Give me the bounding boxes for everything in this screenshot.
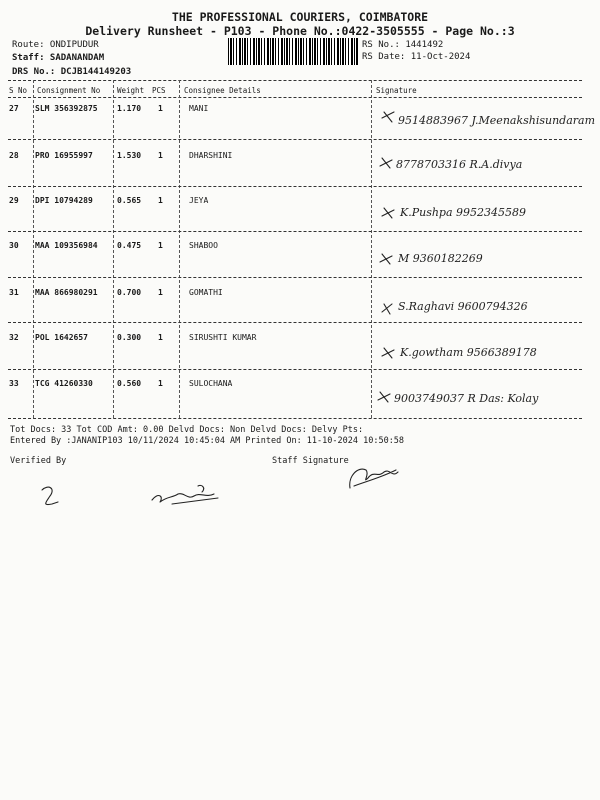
staff-signature-mark (340, 448, 410, 498)
staff-signature-label: Staff Signature (272, 456, 349, 466)
row-consignment: TCG 41260330 (35, 379, 93, 388)
col-weight: Weight (117, 86, 145, 95)
row-sno: 30 (9, 241, 19, 250)
row-weight: 0.560 (117, 379, 142, 388)
row-pcs: 1 (158, 196, 163, 205)
verified-by-label: Verified By (10, 456, 67, 466)
staff-label: Staff: SADANANDAM (12, 53, 105, 63)
row-consignee: DHARSHINI (189, 151, 233, 160)
row-consignment: MAA 866980291 (35, 288, 98, 297)
row-sno: 32 (9, 333, 19, 342)
signature-row-28 (376, 142, 586, 184)
row-weight: 0.700 (117, 288, 142, 297)
row-consignment: PRO 16955997 (35, 151, 93, 160)
col-pcs: PCS (152, 86, 166, 95)
company-name: THE PROFESSIONAL COURIERS, COIMBATORE (171, 10, 429, 24)
col-consignee: Consignee Details (184, 86, 261, 95)
row-rule (8, 186, 582, 187)
row-sno: 33 (9, 379, 19, 388)
col-consignment: Consignment No (37, 86, 101, 95)
row-consignee: JEYA (189, 196, 209, 205)
row-weight: 0.565 (117, 196, 142, 205)
row-rule (8, 418, 582, 419)
signature-row-32 (376, 326, 586, 368)
row-consignee: MANI (189, 104, 209, 113)
row-pcs: 1 (158, 104, 163, 113)
barcode (228, 38, 358, 65)
rs-date: RS Date: 11-Oct-2024 (362, 52, 471, 62)
row-consignee: SULOCHANA (189, 379, 233, 388)
col-divider (371, 80, 372, 418)
col-divider (33, 80, 34, 418)
verifier-mark (36, 482, 66, 512)
verifier-signature (148, 482, 228, 510)
row-pcs: 1 (158, 288, 163, 297)
table-top-rule (8, 80, 582, 81)
entered-by-line: Entered By :JANANIP103 10/11/2024 10:45:04 AM Printed On: 11-10-2024 10:50:58 (10, 436, 405, 446)
row-consignment: POL 1642657 (35, 333, 88, 342)
drs-number: DRS No.: DCJB144149203 (12, 67, 132, 77)
row-consignee: SHABOO (189, 241, 218, 250)
signature-row-31 (376, 282, 586, 322)
row-rule (8, 139, 582, 140)
row-sno: 29 (9, 196, 19, 205)
col-signature: Signature (376, 86, 417, 95)
row-rule (8, 231, 582, 232)
signature-row-30 (376, 234, 586, 276)
row-rule (8, 277, 582, 278)
signature-row-29 (376, 190, 586, 230)
runsheet-title: Delivery Runsheet - P103 - Phone No.:0422-3505555 - Page No.:3 (85, 24, 515, 38)
signature-text: M 9360182269 (398, 252, 483, 265)
row-pcs: 1 (158, 151, 163, 160)
row-pcs: 1 (158, 379, 163, 388)
row-rule (8, 369, 582, 370)
row-pcs: 1 (158, 333, 163, 342)
row-consignment: DPI 10794289 (35, 196, 93, 205)
col-sno: S No (9, 86, 28, 95)
route-label: Route: ONDIPUDUR (12, 40, 99, 50)
signature-row-27 (376, 96, 596, 136)
rs-number: RS No.: 1441492 (362, 40, 444, 50)
signature-row-33 (376, 372, 586, 416)
col-divider (113, 80, 114, 418)
row-consignment: MAA 109356984 (35, 241, 98, 250)
signature-text: K.gowtham 9566389178 (400, 346, 537, 359)
row-sno: 28 (9, 151, 19, 160)
signature-text: S.Raghavi 9600794326 (398, 300, 528, 313)
row-sno: 31 (9, 288, 19, 297)
col-divider (179, 80, 180, 418)
row-pcs: 1 (158, 241, 163, 250)
row-weight: 1.530 (117, 151, 142, 160)
row-sno: 27 (9, 104, 19, 113)
totals-line: Tot Docs: 33 Tot COD Amt: 0.00 Delvd Docs: Non Delvd Docs: Delvy Pts: (10, 425, 364, 435)
signature-text: K.Pushpa 9952345589 (400, 206, 527, 219)
row-weight: 1.170 (117, 104, 142, 113)
row-weight: 0.300 (117, 333, 142, 342)
signature-text: 9003749037 R Das: Kolay (394, 392, 539, 405)
row-consignment: SLM 356392875 (35, 104, 98, 113)
row-consignee: GOMATHI (189, 288, 223, 297)
row-consignee: SIRUSHTI KUMAR (189, 333, 257, 342)
signature-text: 8778703316 R.A.divya (396, 158, 523, 171)
row-rule (8, 322, 582, 323)
row-weight: 0.475 (117, 241, 142, 250)
signature-text: 9514883967 J.Meenakshisundaram (398, 114, 596, 127)
